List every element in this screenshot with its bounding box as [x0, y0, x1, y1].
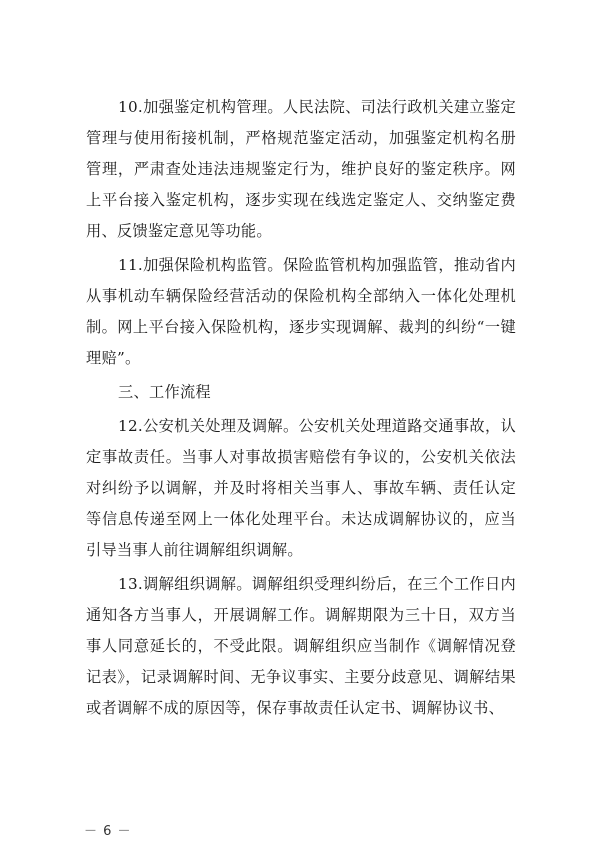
- paragraph-11: 11.加强保险机构监管。保险监管机构加强监管，推动省内从事机动车辆保险经营活动的保险机构全部纳入一体化处理机制。网上平台接入保险机构，逐步实现调解、裁判的纠纷“一键理赔”。: [86, 256, 516, 367]
- section-heading-workflow: 三、工作流程: [118, 383, 211, 401]
- document-body: [86, 92, 516, 724]
- page-number: － 6 －: [84, 824, 132, 839]
- paragraph-10: 10.加强鉴定机构管理。人民法院、司法行政机关建立鉴定管理与使用衔接机制，严格规范鉴定活动，加强鉴定机构名册管理，严肃查处违法违规鉴定行为，维护良好的鉴定秩序。网上平台接入鉴定机构，逐步实现在线选定鉴定人、交纳鉴定费用、反馈鉴定意见等功能。: [86, 98, 516, 240]
- paragraph-12: 12.公安机关处理及调解。公安机关处理道路交通事故，认定事故责任。当事人对事故损害赔偿有争议的，公安机关依法对纠纷予以调解，并及时将相关当事人、事故车辆、责任认定等信息传递至网上一体化处理平台。未达成调解协议的，应当引导当事人前往调解组织调解。: [86, 417, 516, 559]
- paragraph-13: 13.调解组织调解。调解组织受理纠纷后，在三个工作日内通知各方当事人，开展调解工作。调解期限为三十日，双方当事人同意延长的，不受此限。调解组织应当制作《调解情况登记表》，记录调解时间、无争议事实、主要分歧意见、调解结果或者调解不成的原因等，保存事故责任认定书、调解协议书、: [86, 575, 516, 717]
